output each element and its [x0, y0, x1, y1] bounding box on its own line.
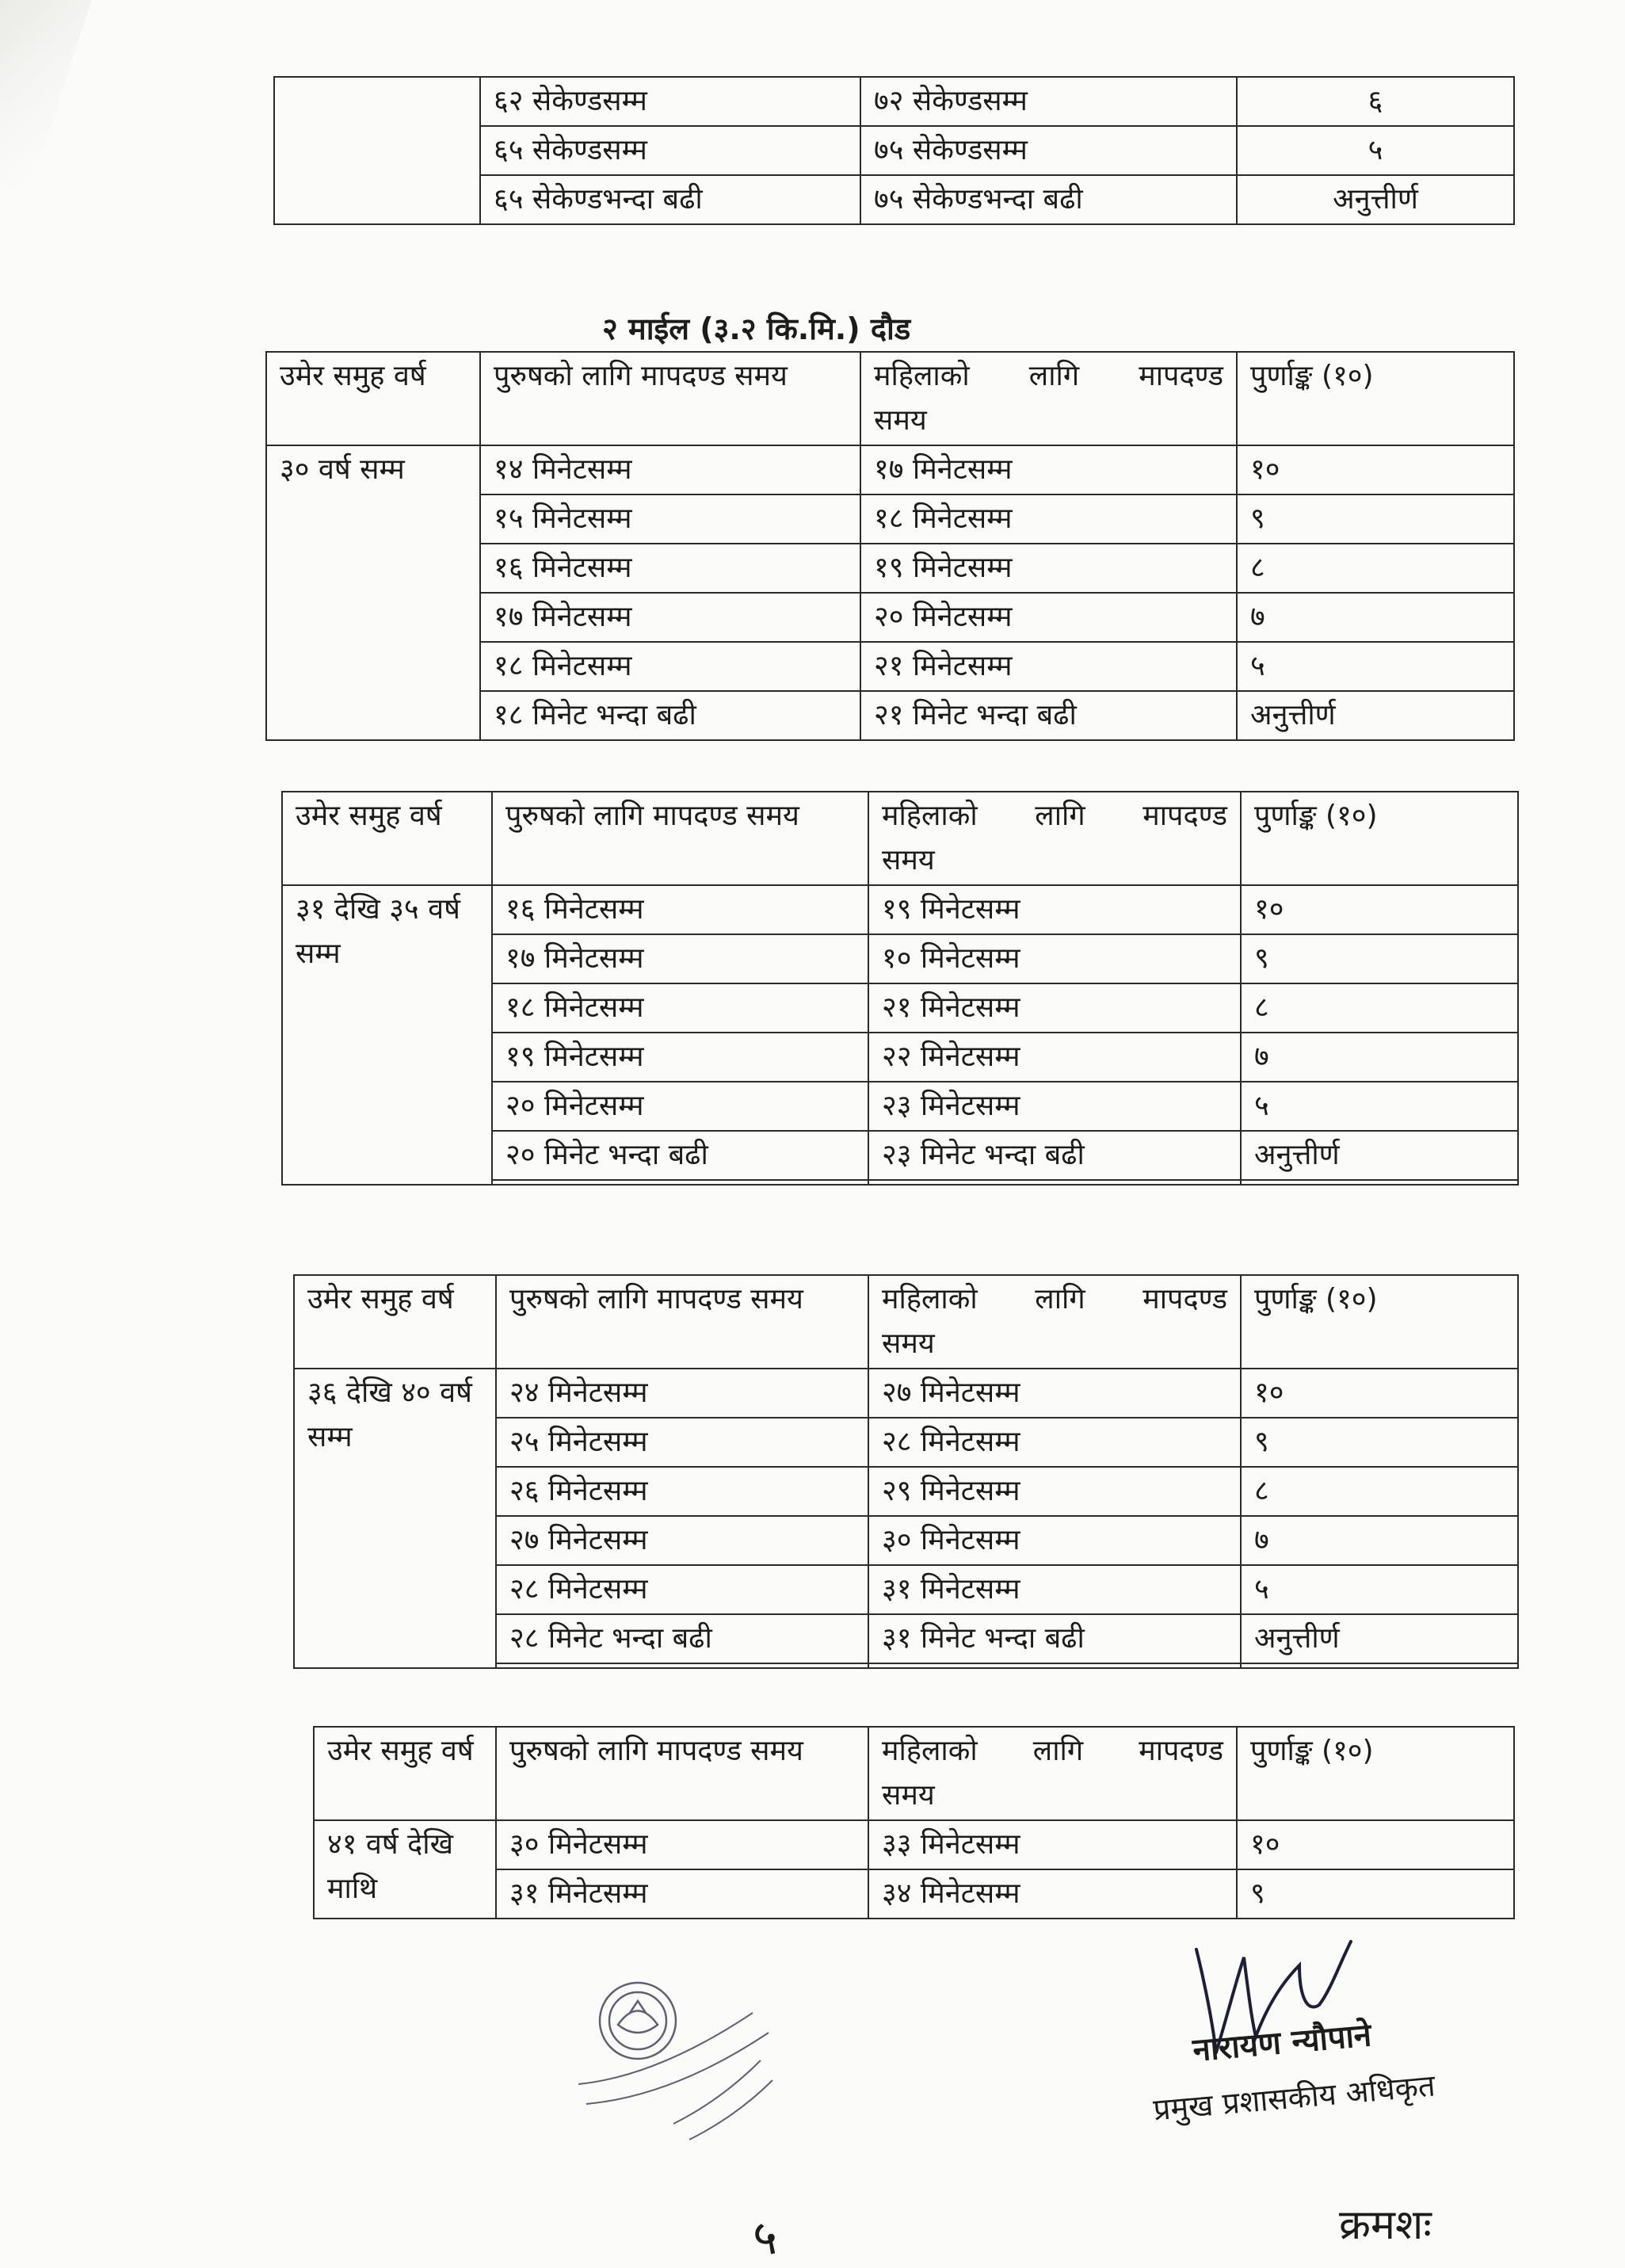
score-cell: १० [1237, 1820, 1514, 1869]
age-group-cell: ३६ देखि ४० वर्ष सम्म [294, 1369, 496, 1668]
age-group-cell: ४१ वर्ष देखि माथि [314, 1820, 496, 1919]
table-header-row [266, 352, 1514, 445]
run-table-age-41-plus [313, 1726, 1515, 1919]
score-cell: ९ [1241, 1418, 1518, 1467]
page-number: ५ [753, 2210, 778, 2266]
men-time-cell: १९ मिनेटसम्म [492, 1033, 868, 1082]
run-table-age-36-40 [293, 1274, 1519, 1669]
score-cell: ९ [1241, 934, 1518, 983]
header-women-word: लागि [1032, 1735, 1084, 1767]
signatory-title: प्रमुख प्रशासकीय अधिकृत [1151, 2068, 1437, 2128]
score-cell: अनुत्तीर्ण [1241, 1131, 1518, 1180]
score-cell: ५ [1237, 642, 1514, 691]
women-time-cell: १९ मिनेटसम्म [860, 544, 1237, 593]
men-time-cell: २८ मिनेट भन्दा बढी [496, 1614, 868, 1663]
header-women-time [860, 352, 1237, 445]
score-cell: अनुत्तीर्ण [1241, 1614, 1518, 1663]
score-cell: ५ [1241, 1082, 1518, 1131]
header-score: पुर्णाङ्क (१०) [1237, 352, 1514, 445]
age-group-cell [274, 77, 480, 224]
women-time-cell: ३४ मिनेटसम्म [868, 1869, 1237, 1919]
signatory-name: नारायण न्यौपाने [1191, 2017, 1373, 2069]
men-time-cell: २५ मिनेटसम्म [496, 1418, 868, 1467]
top-continuation-table [273, 76, 1515, 225]
score-cell: ८ [1237, 544, 1514, 593]
header-score: पुर्णाङ्क (१०) [1237, 1727, 1514, 1820]
women-time-cell: २१ मिनेटसम्म [868, 983, 1241, 1033]
score-cell: १० [1241, 885, 1518, 934]
men-time-cell: १७ मिनेटसम्म [480, 593, 860, 642]
women-time-cell: २० मिनेटसम्म [860, 593, 1237, 642]
men-time-cell: ६२ सेकेण्डसम्म [480, 77, 860, 126]
header-men-time: पुरुषको लागि मापदण्ड समय [496, 1727, 868, 1820]
empty-cell [868, 1180, 1241, 1185]
men-time-cell: १५ मिनेटसम्म [480, 494, 860, 544]
header-women-word: महिलाको [882, 1283, 978, 1315]
women-time-cell: ३१ मिनेटसम्म [868, 1565, 1241, 1614]
women-time-cell: १८ मिनेटसम्म [860, 494, 1237, 544]
header-women-line [882, 1729, 1223, 1774]
header-women-line [882, 1277, 1227, 1322]
header-women-word: मापदण्ड [1142, 800, 1227, 832]
score-cell: ९ [1237, 1869, 1514, 1919]
men-time-cell: २० मिनेटसम्म [492, 1082, 868, 1131]
table-header-row [282, 792, 1518, 885]
men-time-cell: १८ मिनेट भन्दा बढी [480, 691, 860, 740]
men-time-cell: २७ मिनेटसम्म [496, 1516, 868, 1565]
header-women-word: लागि [1035, 800, 1085, 832]
score-cell: ७ [1237, 593, 1514, 642]
men-time-cell: २६ मिनेटसम्म [496, 1467, 868, 1516]
header-score: पुर्णाङ्क (१०) [1241, 1275, 1518, 1369]
men-time-cell: ६५ सेकेण्डभन्दा बढी [480, 175, 860, 224]
section-title: २ माईल (३.२ कि.मि.) दौड [602, 311, 911, 346]
header-score: पुर्णाङ्क (१०) [1241, 792, 1518, 885]
men-time-cell: १६ मिनेटसम्म [492, 885, 868, 934]
empty-cell [1241, 1663, 1518, 1668]
women-time-cell: २८ मिनेटसम्म [868, 1418, 1241, 1467]
women-time-cell: १० मिनेटसम्म [868, 934, 1241, 983]
women-time-cell: २१ मिनेटसम्म [860, 642, 1237, 691]
score-cell: ९ [1237, 494, 1514, 544]
continued-mark: क्रमशः [1339, 2201, 1432, 2249]
header-women-word: महिलाको [882, 800, 978, 832]
header-men-time: पुरुषको लागि मापदण्ड समय [496, 1275, 868, 1369]
men-time-cell: ३० मिनेटसम्म [496, 1820, 868, 1869]
empty-cell [1241, 1180, 1518, 1185]
women-time-cell: ३० मिनेटसम्म [868, 1516, 1241, 1565]
women-time-cell: २३ मिनेटसम्म [868, 1082, 1241, 1131]
women-time-cell: २१ मिनेट भन्दा बढी [860, 691, 1237, 740]
table-row [266, 445, 1514, 494]
table-header-row [314, 1727, 1514, 1820]
header-women-word: मापदण्ड [1142, 1283, 1227, 1315]
men-time-cell: ६५ सेकेण्डसम्म [480, 126, 860, 175]
header-women-tail: समय [882, 1779, 935, 1812]
women-time-cell: ७२ सेकेण्डसम्म [860, 77, 1237, 126]
header-women-line [874, 354, 1223, 399]
score-cell: अनुत्तीर्ण [1237, 691, 1514, 740]
header-women-word: लागि [1035, 1283, 1085, 1315]
header-women-time [868, 792, 1241, 885]
score-cell: ७ [1241, 1516, 1518, 1565]
men-time-cell: १८ मिनेटसम्म [492, 983, 868, 1033]
table-header-row [294, 1275, 1518, 1369]
run-table-age-31-35 [281, 791, 1519, 1186]
run-table-age-30 [265, 351, 1515, 741]
men-time-cell: २० मिनेट भन्दा बढी [492, 1131, 868, 1180]
score-cell: १० [1237, 445, 1514, 494]
score-cell: १० [1241, 1369, 1518, 1418]
women-time-cell: ७५ सेकेण्डभन्दा बढी [860, 175, 1237, 224]
header-women-word: महिलाको [874, 360, 970, 392]
empty-cell [492, 1180, 868, 1185]
header-age-group: उमेर समुह वर्ष [294, 1275, 496, 1369]
men-time-cell: १६ मिनेटसम्म [480, 544, 860, 593]
men-time-cell: २४ मिनेटसम्म [496, 1369, 868, 1418]
header-men-time: पुरुषको लागि मापदण्ड समय [480, 352, 860, 445]
men-time-cell: १७ मिनेटसम्म [492, 934, 868, 983]
men-time-cell: १४ मिनेटसम्म [480, 445, 860, 494]
header-women-word: महिलाको [882, 1735, 978, 1767]
header-women-time [868, 1275, 1241, 1369]
men-time-cell: २८ मिनेटसम्म [496, 1565, 868, 1614]
empty-cell [496, 1663, 868, 1668]
header-women-word: मापदण्ड [1139, 360, 1223, 392]
table-row [282, 885, 1518, 934]
header-women-tail: समय [882, 1327, 935, 1360]
page-curl-shadow [0, 0, 93, 192]
score-cell: अनुत्तीर्ण [1237, 175, 1514, 224]
empty-cell [868, 1663, 1241, 1668]
header-age-group: उमेर समुह वर्ष [266, 352, 480, 445]
women-time-cell: २३ मिनेट भन्दा बढी [868, 1131, 1241, 1180]
header-women-word: मापदण्ड [1139, 1735, 1223, 1767]
table-row [294, 1369, 1518, 1418]
table-row [274, 77, 1514, 126]
header-women-time [868, 1727, 1237, 1820]
men-time-cell: १८ मिनेटसम्म [480, 642, 860, 691]
women-time-cell: ३१ मिनेट भन्दा बढी [868, 1614, 1241, 1663]
score-cell: ८ [1241, 983, 1518, 1033]
header-age-group: उमेर समुह वर्ष [314, 1727, 496, 1820]
header-women-line [882, 794, 1227, 838]
office-seal-stamp [555, 1965, 792, 2148]
women-time-cell: १९ मिनेटसम्म [868, 885, 1241, 934]
men-time-cell: ३१ मिनेटसम्म [496, 1869, 868, 1919]
age-group-cell: ३१ देखि ३५ वर्ष सम्म [282, 885, 492, 1185]
table-row [314, 1820, 1514, 1869]
women-time-cell: ३३ मिनेटसम्म [868, 1820, 1237, 1869]
header-women-tail: समय [882, 844, 935, 876]
header-age-group: उमेर समुह वर्ष [282, 792, 492, 885]
women-time-cell: २७ मिनेटसम्म [868, 1369, 1241, 1418]
header-women-tail: समय [874, 404, 927, 437]
score-cell: ६ [1237, 77, 1514, 126]
women-time-cell: १७ मिनेटसम्म [860, 445, 1237, 494]
score-cell: ५ [1237, 126, 1514, 175]
score-cell: ७ [1241, 1033, 1518, 1082]
women-time-cell: ७५ सेकेण्डसम्म [860, 126, 1237, 175]
score-cell: ५ [1241, 1565, 1518, 1614]
header-women-word: लागि [1028, 360, 1080, 392]
header-men-time: पुरुषको लागि मापदण्ड समय [492, 792, 868, 885]
score-cell: ८ [1241, 1467, 1518, 1516]
women-time-cell: २२ मिनेटसम्म [868, 1033, 1241, 1082]
age-group-cell: ३० वर्ष सम्म [266, 445, 480, 740]
women-time-cell: २९ मिनेटसम्म [868, 1467, 1241, 1516]
